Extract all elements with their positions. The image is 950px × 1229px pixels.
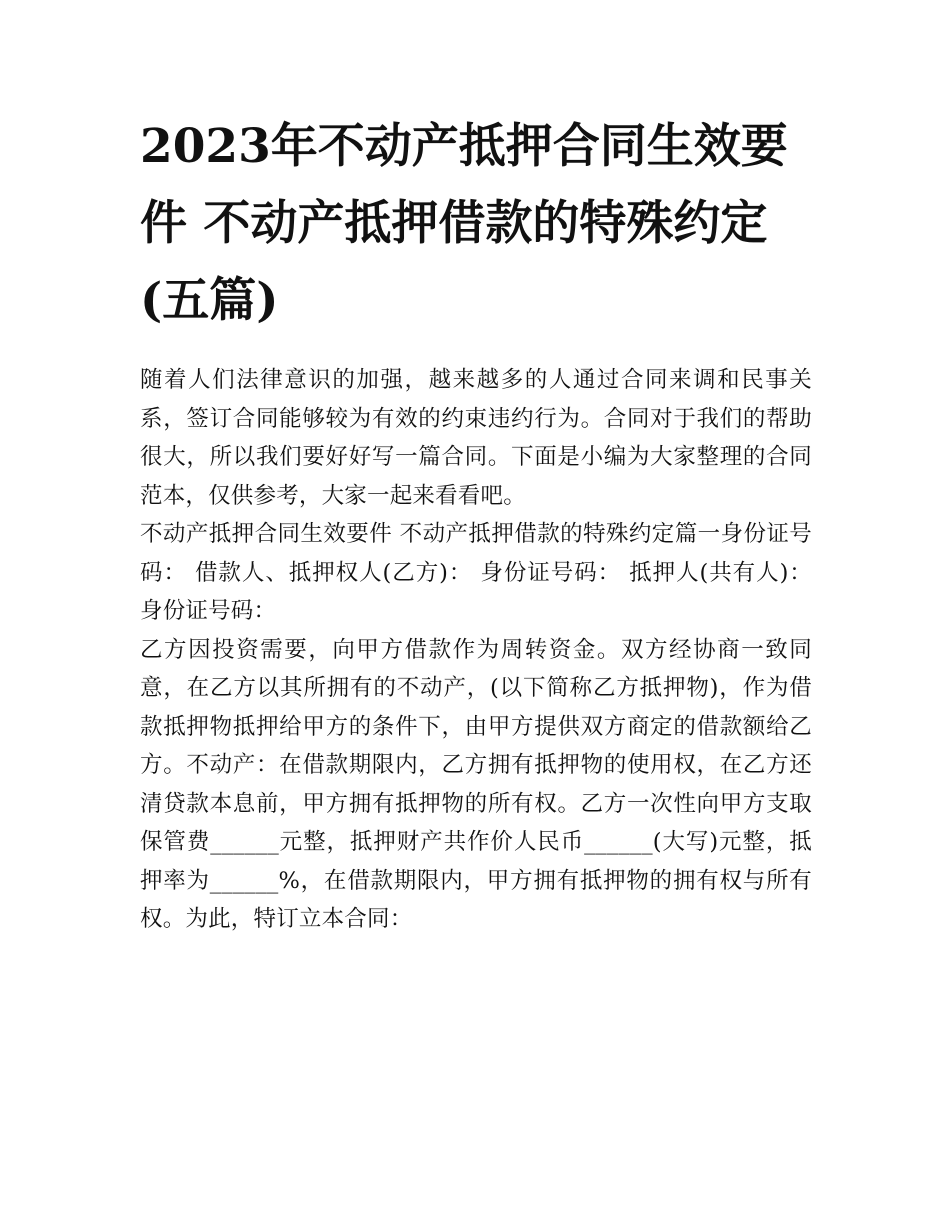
intro-paragraph: 随着人们法律意识的加强，越来越多的人通过合同来调和民事关系，签订合同能够较为有效的约束违约行为。合同对于我们的帮助很大，所以我们要好好写一篇合同。下面是小编为大家整理的合同范本，仅供参考，大家一起来看看吧。 [140, 367, 812, 509]
parties-paragraph: 不动产抵押合同生效要件 不动产抵押借款的特殊约定篇一身份证号码： 借款人、抵押权人(乙方)： 身份证号码： 抵押人(共有人)： 身份证号码： [140, 521, 812, 624]
terms-paragraph: 乙方因投资需要，向甲方借款作为周转资金。双方经协商一致同意，在乙方以其所拥有的不动产，(以下简称乙方抵押物)，作为借款抵押物抵押给甲方的条件下，由甲方提供双方商定的借款额给乙方。不动产：在借款期限内，乙方拥有抵押物的使用权，在乙方还清贷款本息前，甲方拥有抵押物的所有权。乙方一次性向甲方支取保管费______元整，抵押财产共作价人民币______(大写)元整，抵押率为______%，在借款期限内，甲方拥有抵押物的拥有权与所有权。为此，特订立本合同： [140, 636, 812, 932]
document-title: 2023年不动产抵押合同生效要件 不动产抵押借款的特殊约定(五篇) [140, 119, 788, 328]
document-page [140, 108, 812, 939]
